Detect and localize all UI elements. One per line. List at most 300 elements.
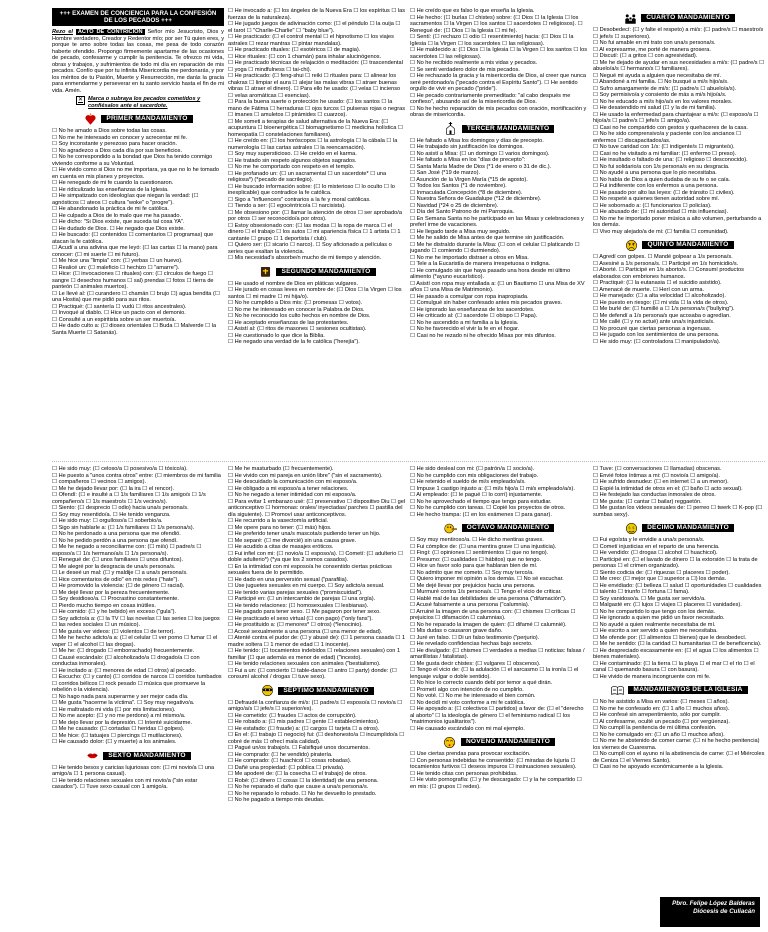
list-item[interactable]: ☐ He vivido de manera incongruente con mi fe. (593, 673, 711, 680)
list-item[interactable]: ☐ He sido muy: (☐ controladora ☐ manipulador/a). (593, 338, 721, 345)
list-item[interactable]: ☐ Me he hecho adicto/a a: (☐ el celular ☐ ver porno ☐ fumar ☐ el vaper ☐ el alcohol ☐ las drogas). (52, 635, 218, 648)
list-item[interactable]: ☐ He abusado de: (☐ mi autoridad ☐ mis influencias). (593, 209, 729, 215)
list-item[interactable]: ☐ Tiendo a ser: (☐ egocéntrico/a ☐ narcisista). (228, 203, 346, 209)
list-item[interactable]: ☐ Me defendí a 1/s persona/s que acosaba o agredían. (593, 312, 731, 319)
list-item[interactable]: ☐ Use ciertas prendas para provocar excitación. (410, 751, 531, 757)
list-item[interactable]: ☐ He dudado de Dios. ☐ He negado que Dios existe. (52, 225, 185, 232)
list-item[interactable]: ☐ Siento: (☐ desprecio ☐ odio) hacia una/s persona/s. (52, 505, 189, 511)
list-item[interactable]: ☐ He pasado por alto las leyes: (☐ de tránsito ☐ civiles). (593, 189, 735, 196)
list-item[interactable]: ☐ Sigo sin hablarle a: (☐ 1/s familiares ☐ 1/s persona/s). (52, 524, 195, 531)
list-item[interactable]: ☐ No he favorecido el vivir la fe en el hogar. (410, 326, 520, 332)
list-item[interactable]: ☐ Robé: (☐ dinero ☐ cosas ☐ la identidad) de una persona. (228, 777, 379, 784)
list-item[interactable]: ☐ Participé en: (☐ el lavado de dinero ☐ la extorsión ☐ la trata de personas ☐ el crimen organizado). (593, 556, 758, 569)
list-item[interactable]: ☐ He buscado: (☐ contenidos ☐ comentarios ☐ programas) que atacan la fe católica. (52, 232, 214, 245)
list-item[interactable]: ☐ No he pagado a tiempo mis deudas. (228, 797, 325, 803)
list-item[interactable]: ☐ No hice lo correcto cuando debí por temor a qué dirán. (410, 680, 553, 686)
list-item[interactable]: ☐ No he cumplido con mis obligaciones del trabajo. (410, 472, 539, 479)
list-item[interactable]: ☐ No tuve caridad con 1/s: (☐ indigente/s ☐ migrante/s). (593, 144, 735, 150)
list-item[interactable]: ☐ He dicho: "Si Dios existe, que suceda tal cosa YA". (52, 219, 185, 226)
list-item[interactable]: ☐ Impuse 1 castigo injusto a: (☐ mi/s hijo/a ☐ mi/s empleado/a/s). (410, 485, 575, 492)
list-item[interactable]: ☐ Soy muy mentiroso/a. ☐ He dicho mentiras graves. (410, 537, 544, 543)
list-item[interactable]: ☐ Se senti verdadero dolor de mis pecados. (410, 66, 520, 73)
list-item[interactable]: ☐ He comprado: (☐ huachicol ☐ cosas robadas). (228, 758, 352, 764)
list-item[interactable]: ☐ No cumplí con el ayuno ni la abstinencia de carne: (☐ el Miércoles de Ceniza ☐ el Viernes Santo). (593, 751, 765, 764)
list-item[interactable]: ☐ Fui cómplice de: (☐ una mentira grave ☐ una injusticia). (410, 543, 557, 550)
list-item[interactable]: ☐ Arruiné la imagen de una persona con: (☐ chismes ☐ críticas ☐ prejuicios ☐ difamación ☐ calumnias). (410, 608, 576, 621)
list-item[interactable]: ☐ He sufrido desnudez: (☐ en internet ☐ a un menor). (593, 479, 729, 485)
list-item[interactable]: ☐ He cuestionado lo que dice la Biblia. (228, 332, 325, 339)
list-item[interactable]: ☐ No he reparado la imagen de quien: (☐ difamé ☐ calumnié). (410, 621, 567, 628)
list-item[interactable]: ☐ Para evitar 1 embarazo usé: (☐ preservativo ☐ dispositivo Diu ☐ gel anticonceptivo ☐ hormonas: orales/ inyectadas/ parches ☐ pastilla del día siguiente). ☐ Promoví usar anticonceptivos. (228, 498, 406, 518)
list-item[interactable]: ☐ Ofendí: (☐ e insulté a ☐ 1/s familiares ☐ 1/s amigo/s ☐ 1/s compañero/s ☐ 1/s maestro/s ☐ 1/s vecino/s). (52, 492, 206, 505)
list-item[interactable]: ☐ Pierdo mucho tiempo en cosas inútiles. (52, 602, 156, 609)
list-item[interactable]: ☐ He desatendido mi salud (☐ y la de mi familia). (593, 105, 717, 111)
list-item[interactable]: ☐ Causé escándalo: (☐ alcoholizado/a ☐ drogado/a ☐ con conductas inmorales). (52, 654, 200, 667)
list-item[interactable]: ☐ Casi no he rezado ni he ofrecido Misas por mis difuntos. (410, 332, 556, 339)
list-item[interactable]: ☐ Me gusta ver videos: (☐ violentos ☐ de terror). (52, 628, 175, 635)
list-item[interactable]: ☐ Me apoderé de: (☐ la cosecha ☐ el trabajo) de otros. (228, 771, 367, 777)
list-item[interactable]: ☐ No respeté a quienes tienen autoridad sobre mí. (593, 196, 720, 202)
list-item[interactable]: ☐ Me dejé llevar por la pereza frecuentemente. (52, 589, 170, 596)
list-item[interactable]: ☐ Fingí: (☐ opiniones ☐ sentimientos ☐ que no tengo). (410, 550, 549, 556)
list-item[interactable]: ☐ No cumplí la penitencia de mi última confesión. (593, 725, 717, 731)
list-item[interactable]: ☐ Mis dudas o causaron grave daño. (410, 628, 503, 634)
column-4-top (593, 8, 765, 460)
list-item[interactable]: ☐ Para la buena suerte o protección he usado: (☐ los santos ☐ la mano de Fátima ☐ herraduras ☐ ojos turcos ☐ pulseras rojas o negras ☐ imanes ☐ amuletos ☐ pirámides ☐ cuarzos). (228, 99, 406, 118)
list-item[interactable]: ☐ Soy permisivo/a y consiento de más a mi/s hijo/a/s. (593, 92, 727, 98)
list-item[interactable]: ☐ No he educado a mi/s hijo/a/s en los valores morales. (593, 98, 733, 105)
list-item[interactable]: ☐ No procuré que ciertas personas a ingenuas. (593, 325, 712, 332)
list-item[interactable]: ☐ He cometido: (☐ fraudes ☐ actos de corrupción). (228, 712, 357, 719)
section-title: QUINTO MANDAMIENTO (642, 241, 733, 249)
list-item[interactable]: ☐ He practicado: (☐ feng-shui ☐ reiki ☐ rituales para: ☐ alinear los chakras ☐ limpiar el aura ☐ alejar las malas vibras ☐ atraer buenas vibras ☐ atraer el dinero). ☐ Para ello he usado: (☐ velas ☐ incienso ☐ velas aromáticas ☐ esencias). (228, 73, 401, 99)
list-item[interactable]: ☐ He llegado tarde a Misa muy seguido. (410, 228, 511, 235)
list-item[interactable]: ☐ Me he: (☐ drogado ☐ emborrachado) frecuentemente. (52, 648, 195, 654)
list-item[interactable]: ☐ Juré en falso. ☐ Di un falso testimonio ("perjurio). (410, 634, 540, 641)
list-item[interactable]: ☐ Navidad (*24 o 25 de diciembre). (410, 202, 499, 209)
list-item[interactable]: ☐ He tratado sin respeto algunos objetos sagrados. (228, 157, 357, 164)
list-item[interactable]: ☐ He practicado técnicas de relajación o meditación: (☐ trascendental ☐ yoga ☐ mindfulness ☐ tai-chi). (228, 60, 403, 73)
list-item[interactable]: ☐ He faltado a Misa en los "días de precepto": (410, 157, 526, 163)
list-item[interactable]: ☐ He festejado las conductas inmorales de otros. (593, 492, 716, 498)
list-item[interactable]: ☐ Renegué de: (☐ unos familiares ☐ unos difuntos). (52, 557, 184, 563)
list-item[interactable]: ☐ San José (*19 de marzo). (410, 170, 480, 176)
list-item[interactable]: ☐ Acusé falsamente a una persona ("calumnia). (410, 602, 530, 608)
list-item[interactable]: ☐ Me he causado: (☐ cortadas ☐ heridas ☐ golpes). (52, 726, 185, 732)
list-item[interactable]: ☐ He estafado: (☐ fraude) a: (☐ cargos ☐ tarjeta ☐ a otros). (228, 725, 380, 732)
list-item[interactable]: ☐ No me he importado distraer a otros en Misa. (410, 254, 529, 261)
list-item[interactable]: ☐ He culpado a Dios de lo malo que me ha pasado. (52, 212, 182, 219)
list-item[interactable]: ☐ He tenido varias parejas sexuales ("promiscuidad"). (228, 589, 363, 596)
list-item[interactable]: ☐ Con personas indebidas he consentido: (☐ miradas de lujuria ☐ tocamientos furtivos ☐ deseos impuros ☐ insinuaciones sexuales). (410, 757, 577, 770)
list-item[interactable]: ☐ Amenacé de muerte. ☐ Herí con un arma. (593, 286, 705, 293)
list-item[interactable]: ☐ Escucho: (☐ y canto) (☐ corridos de narcos ☐ corridos tumbados ☐ corridos bélicos ☐ rock pesado ☐ música que promueve la rebelión o la violencia). (52, 674, 222, 693)
list-item[interactable]: ☐ He ridiculizado las enseñanzas de la Iglesia. (52, 186, 169, 193)
list-item[interactable]: ☐ He negado una verdad de la fe católica ("herejía"). (228, 339, 360, 345)
list-item[interactable]: ☐ No ayudé a quien realmente necesitaba de mí. (593, 621, 716, 628)
section-title: TERCER MANDAMIENTO (462, 125, 555, 133)
list-item[interactable]: ☐ Consulté a un espiritista sobre un ser muerto/a. (52, 316, 177, 323)
list-item[interactable]: ☐ He comulgado sin que haya pasado una hora desde mi último alimento (*ayuno eucarístico). (410, 267, 571, 280)
list-item[interactable]: ☐ Envié fotos íntimas a mi: (☐ novio/a ☐ amigo/a). (593, 472, 720, 479)
list-item[interactable]: ☐ No he amado a Dios sobre todas las cosas. (52, 128, 167, 135)
section-header-6 (52, 749, 224, 763)
list-item[interactable]: ☐ Me obsesiono por: (☐ llamar la atención de otros ☐ ser aprobado/a por otros ☐ ser reconocido/a por otros). (228, 209, 402, 222)
list-item[interactable]: ☐ Fui egoísta y le envidie a una/s persona/s. (593, 537, 705, 543)
list-item[interactable]: ☐ Me he masturbado (☐ frecuentemente). (228, 466, 334, 472)
list-item[interactable]: ☐ He aceptado enseñanzas de las protestantes. (228, 319, 349, 326)
list-item[interactable]: ☐ He tenido: (☐ tocamientos indebidos ☐ relaciones sexuales) con 1 familiar (☐ que además es menor de edad) ("incesto). (228, 648, 401, 661)
list-item[interactable]: ☐ He hecho trampa: (☐ en los exámenes ☐ para ganar). (410, 511, 552, 518)
list-col1-top (52, 128, 224, 336)
list-item[interactable]: ☐ Soy inconstante y perezoso para hacer oración. (52, 141, 178, 148)
list-item[interactable]: ☐ He practicado el sexo virtual (☐ con pago) ("only fans"). (228, 615, 373, 622)
list-item[interactable]: ☐ Abandoné a mi familia. ☐ No busqué a mi/s hijo/a/s. (593, 79, 729, 85)
list-item[interactable]: ☐ Espié la intimidad de otros en el: (☐ baño ☐ acto sexual). (593, 485, 743, 492)
prayer-heading-left: Rezo el (52, 29, 73, 36)
column-3-bottom (410, 466, 588, 926)
list-item[interactable]: ☐ He confesé sin arrepentimiento, sólo por cumplir. (593, 712, 721, 718)
list-item[interactable]: ☐ No he reparado el daño que cause a una/s persona/s. (228, 784, 369, 790)
list-item[interactable]: ☐ He obligado a mi esposo/a a tener relaciones. (228, 485, 349, 492)
list-item[interactable]: ☐ Me opere para no tener: (☐ más) hijos. (228, 524, 332, 531)
list-item[interactable]: ☐ Me someti a terapias de salud alternativa de la Nueva Era: (☐ acupuntura ☐ bioenergética ☐ biomagnetismo ☐ medicina holística ☐ homeopatía ☐ constelaciones familiares). (228, 118, 403, 138)
list-item[interactable]: ☐ No fui amable en mi trato con una/s persona/s. (593, 40, 716, 46)
list-item[interactable]: ☐ He promovido la violencia: (☐ de género ☐ racial). (52, 583, 185, 589)
list-item[interactable]: ☐ Fui infiel con mi: (☐ novio/a ☐ esposo/a). ☐ Cometí: (☐ adulterio ☐ doble adulterio*) (*ya que los 2 somos casados). (228, 550, 403, 563)
list-item[interactable]: ☐ He causado escándalo con mi mal ejemplo. (410, 725, 525, 732)
list-item[interactable]: ☐ He sido muy: (☐ celoso/a ☐ posesivo/a ☐ tóxico/a). (52, 466, 188, 472)
list-item[interactable]: ☐ He maldecido a: (☐ Dios ☐ la Iglesia ☐ la Virgen ☐ los santos ☐ los sacerdotes ☐ las religiosas). (410, 47, 588, 60)
list-item[interactable]: ☐ Soy vanidoso/a. ☐ Me gusta ser servido/a. (593, 595, 706, 602)
list-item[interactable]: ☐ He simpatizado con ideologías que niegan la verdad: (☐ agnósticos ☐ ateos ☐ cultura "woke" o "progre"). (52, 193, 199, 206)
list-item[interactable]: ☐ Hice: (☐ invocaciones ☐ rituales) con: (☐ círculos de fuego ☐ sangre ☐ desechos humanos ☐ sal) prendas ☐ fotos ☐ tierra de panteón ☐ animales muertos). (52, 271, 214, 291)
list-item[interactable]: ☐ He incitado a: (☐ menores de edad ☐ otros) al pecado. (52, 667, 197, 674)
list-item[interactable]: ☐ He comprado: (☐ he vendido) piratería. (228, 751, 333, 758)
list-item[interactable]: ☐ He tenido citas con personas prohibidas. (410, 770, 518, 777)
prayer-body: Señor mío Jesucristo, Dios y Hombre verdadero, Creador y Redentor mío; por ser Tú quien eres, y porque te amo sobre todas las cosas, me pesa de todo corazón haberte ofendido. Propongo firmemente apartarme de las ocasiones de pecado, confesarme y cumplir la penitencia. Te ofrezco mi vida, obras y trabajos, y sufrimientos de todo mi día en reparación de mis pecados. Confío que por tu infinita Misericordia me perdonarás, y por los méritos de tu Pasión, Muerte y Resurrección, me darás la gracia para enmendarme y perseverar en tu santo servicio hasta el fin de mi vida. Amén. (52, 29, 224, 94)
list-item[interactable]: ☐ He sobornado a: (☐ funcionarios ☐ policías). (593, 202, 712, 209)
list-item[interactable]: ☐ Cometí injusticias en el reparto de una herencia. (593, 543, 720, 550)
list-item[interactable]: ☐ Casi no he compartido con gestos y quehaceres de la casa. (593, 124, 748, 131)
list-item[interactable]: ☐ Desobedecí: (☐ y falte el respeto) a mi/s: (☐ padre/s ☐ maestro/s ☐ jefe/s ☐ superiores). (593, 27, 764, 40)
list-item[interactable]: ☐ No me acepto: (☐ y no me perdono) a mí mismo/a. (52, 713, 186, 719)
list-item[interactable]: ☐ Me gusta decir chistes: (☐ vulgares ☐ obscenos). (410, 660, 541, 667)
list-item[interactable]: ☐ No me he abstenido de comer carne: (☐ ni he hecho penitencia) los viernes de Cuaresma. (593, 738, 760, 751)
list-item[interactable]: ☐ Tengo el vicio de: (☐ la adulación ☐ el sarcasmo ☐ la ironía ☐ el lenguaje vulgar o doble sentido). (410, 667, 579, 680)
list-item[interactable]: ☐ He robado a: (☐ mis padres ☐ gente ☐ establecimientos). (228, 719, 380, 725)
list-item[interactable]: ☐ Inmaculada Concepción (*8 de diciembre). (410, 189, 523, 196)
list-item[interactable]: ☐ No ayudé a una persona que lo pio necesitaba. (593, 170, 717, 176)
list-item[interactable]: ☐ No asistí a Misa: (☐ un domingo ☐ varios domingos). (410, 150, 550, 157)
list-item[interactable]: ☐ Casi no he visitado a mi familiar: (☐ enfermo ☐ preso). (593, 150, 737, 157)
list-item[interactable]: ☐ He ignorado las enseñanzas de los sacerdotes. (410, 306, 535, 313)
list-item[interactable]: ☐ Asistí al: (☐ ritos de masones ☐ sesiones ocultistas). (228, 326, 367, 332)
list-item[interactable]: ☐ He practicado rituales: (☐ esotéricos ☐ de magia). (228, 47, 361, 53)
list-item[interactable]: ☐ Al confesarme, oculté un pecado (☐ por vergüenza). (593, 718, 730, 725)
list-item[interactable]: ☐ Prometí algo con intención de no cumplirlo. (410, 686, 524, 693)
list-item[interactable]: ☐ Me burlé de: (☐ humillé a ☐ 1/s persona/s ("bullying"). (593, 306, 735, 312)
list-item[interactable]: ☐ Aborté. ☐ Participé en 1/s aborto/s. ☐ Consumí productos elaborados con embriones humanos. (593, 267, 744, 280)
list-item[interactable]: ☐ Asunción de la Virgen María (*15 de agosto). (410, 176, 528, 183)
list-item[interactable]: ☐ No he aprovechado el tiempo que tengo para estudiar. (410, 498, 552, 505)
list-item[interactable]: ☐ He envidiado: (☐ belleza ☐ salud ☐ oportunidades ☐ cualidades ☐ talento ☐ triunfo ☐ fortuna ☐ fama). (593, 582, 762, 595)
list-item[interactable]: ☐ Quiero ser: (☐ sicario ☐ narco). ☐ Soy aficionado a películas o series que exaltan la violencia. (228, 242, 392, 255)
list-item[interactable]: ☐ En el: (☐ trabajo ☐ negocio) fui: (☐ deshonesto/a ☐ incumplido/a ☐ cobré de más ☐ ofrecí mala calidad). (228, 732, 405, 745)
section-header-5 (593, 238, 765, 252)
list-item[interactable]: ☐ Me separé: (☐ me divorcié) sin una causa grave. (228, 537, 357, 544)
list-item[interactable]: ☐ He usado la enfermedad para chantajear a mi/s: (☐ esposo/a ☐ hijo/a/s ☐ padre/s ☐ jefe/s ☐ amigo/a). (593, 111, 759, 124)
list-item[interactable]: ☐ He dado en una perversión sexual ("parafilia). (228, 576, 349, 583)
list-item[interactable]: ☐ No he reconocido los culto hechos en nombre de Dios. (228, 313, 371, 319)
list-item[interactable]: ☐ He trabajado sin justificación los domingos. (410, 144, 524, 150)
list-item[interactable]: ☐ Comulgué sin haber confesado antes mis pecados graves. (410, 300, 563, 306)
list-item[interactable]: ☐ He pagado para tener sexo. ☐ Me pagaron por tener sexo. (228, 609, 381, 615)
list-item[interactable]: ☐ He tenido relaciones: (☐ homosexuales ☐ lesbianas). (228, 602, 369, 609)
list-item[interactable]: ☐ No agradezco a Dios cada día por sus beneficios. (52, 147, 183, 154)
list-item[interactable]: ☐ Pagué un/os trabajo/s. ☐ Falsifiqué unos documentos. (228, 745, 370, 751)
list-item[interactable]: ☐ Atenté contra el pudor de: (☐ y abusé de): (☐ 1 persona casada ☐ 1 madre soltera ☐ 1 menor de edad ☐ 1 inocente). (228, 635, 406, 648)
section-title: NOVENO MANDAMIENTO (461, 738, 555, 746)
section-title: SÉPTIMO MANDAMIENTO (278, 687, 373, 695)
list-item[interactable]: ☐ He despreciado escasamente en: (☐ el agua ☐ los alimentos ☐ bienes materiales). (593, 647, 759, 660)
list-item[interactable]: ☐ He preferido tener una/s mascota/s pudiendo tener un hijo. (228, 531, 381, 537)
list-item[interactable]: ☐ Soy desidioso/a. ☐ Procrastino constantemente. (52, 596, 179, 602)
list-item[interactable]: ☐ He revelado confidencias hechas bajo secreto. (410, 641, 533, 647)
list-item[interactable]: ☐ He tenido relaciones sexuales con animales ("bestialismo). (228, 661, 381, 667)
list-item[interactable]: ☐ No he pedido perdón a una persona que ofendí. (52, 537, 178, 544)
list-item[interactable]: ☐ No me he interesado en conocer y acrecentar mi fe. (52, 134, 188, 141)
instruction-text: Marca o subraya los pecados cometidos y confiésalos ante el sacerdote. (88, 96, 201, 109)
list-item[interactable]: ☐ He faltado a Misa los domingos y días de precepto. (410, 137, 544, 144)
list-item[interactable]: ☐ He tenido relaciones sexuales con mi novio/a ("sin estar casados"). ☐ Tuve sexo casual con 1 amigo/a. (52, 777, 198, 790)
list-item[interactable]: ☐ He practicado: (☐ el control mental ☐ el hipnotismo ☐ los viajes astrales ☐ rezar mantras ☐ pintar mandalas). (228, 34, 394, 47)
list-item[interactable]: ☐ He jurado en cosas leves en nombre de: (☐ Dios ☐ la Virgen ☐ los santos ☐ mi madre ☐ mi hija/o). (228, 287, 402, 300)
section-title: SEXTO MANDAMIENTO (103, 752, 191, 760)
list-item[interactable]: ☐ Me gustan los videos sexuales de: ☐ perreo ☐ twerk ☐ K-pop (☐ sumbas sexy). (593, 505, 763, 518)
list-item[interactable]: ☐ He prostituido a: (☐ menores* ☐ otros) (*lenocinio). (228, 622, 363, 628)
list-item[interactable]: ☐ Me callé (☐ y no actué) ante una/s injusticia/s. (593, 319, 715, 325)
list-item[interactable]: ☐ Murmuré contra 1/s persona/s. ☐ Tengo el vicio de criticar. (410, 589, 562, 595)
list-item[interactable]: ☐ Soy muy supersticioso. ☐ He creído en el karma. (228, 151, 357, 157)
list-item[interactable]: ☐ Soy adicto/a a: (☐ la TV ☐ las novelas ☐ las series ☐ los juegos ☐ las redes sociales ☐ un músico). (52, 615, 220, 628)
list-item[interactable]: ☐ He descuidado la comunicación con mi esposo/a. (228, 479, 358, 485)
bible-icon (258, 265, 272, 279)
list-item[interactable]: ☐ He manejado: (☐ a alta velocidad ☐ alcoholizado). (593, 293, 726, 299)
list-item[interactable]: ☐ He criticado al: (☐ sacerdote ☐ obispo ☐ Papa). (410, 313, 538, 319)
list-item[interactable]: ☐ No me he confesado en: (☐ 1 año ☐ muchos años). (593, 705, 730, 712)
list-item[interactable]: ☐ Tele a la Eucaristía de manera irrespetuosa o indigna. (410, 261, 551, 267)
list-item[interactable]: ☐ Santa María Madre de Dios (*1 de enero o 31 de dic.). (410, 163, 552, 170)
list-item[interactable]: ☐ Defraudé la confianza de mi/s: (☐ padre/s ☐ esposo/a ☐ novio/a ☐ amigo/a/s ☐ jefe/s ☐ superior/es). (228, 699, 403, 712)
list-item[interactable]: ☐ Me he distraído durante la Misa: (☐ con el celular ☐ platicando ☐ jugando ☐ comiendo ☐ durmiendo). (410, 241, 580, 254)
list-item[interactable]: ☐ Me he salido de Misa antes de que termine sin justificación. (410, 235, 565, 241)
list-item[interactable]: ☐ Me creo: (☐ mejor que ☐ superior a ☐) los demás. (593, 576, 727, 582)
list-item[interactable]: ☐ No decidí mi voto conforme a mi fe católica. (410, 699, 526, 706)
list-item[interactable]: ☐ Casi no he apoyado económicamente a la Iglesia. (593, 764, 724, 770)
list-item[interactable]: ☐ Hice comentarios de odio" en mis redes ("hate"). (52, 576, 179, 583)
list-item[interactable]: ☐ No hago nada para superarme y ser mejor cada día. (52, 693, 189, 700)
list-item[interactable]: ☐ He comido: (☐ y he bebido) en exceso ("gula"). (52, 609, 177, 615)
list-item[interactable]: ☐ He sido desleal con mi: (☐ patrón/a ☐ socio/a). (410, 466, 535, 472)
list-item[interactable]: ☐ Mis necesidad's absorbe/n mucho de mi tiempo y atención. (228, 255, 382, 261)
list-item[interactable]: ☐ Me ofende por: (☐ alimentos ☐ bienes) que le desobedecí. (593, 634, 747, 641)
list-item[interactable]: ☐ No admito que me cometo. ☐ Soy muy terco/a. (410, 569, 534, 576)
list-item[interactable]: ☐ En la intimidad con mi esposo/a he consentido ciertas prácticas sexuales fuera de lo permitido. (228, 563, 392, 576)
list-item[interactable]: ☐ No he perdonado a una persona que me ofendió. (52, 531, 181, 537)
list-item[interactable]: ☐ He recurrido a la vasectomía artificial. (228, 518, 329, 524)
list-item[interactable]: ☐ He puesto en riesgo: (☐ mi vida ☐ la vida de otros). (593, 299, 729, 306)
list-item[interactable]: ☐ Me dejé llevar por prejuicios hacia una persona. (410, 582, 536, 589)
list-item[interactable]: ☐ No he cumplido a Dios mis: (☐ promesas ☐ votos). (228, 300, 363, 306)
list-item[interactable]: ☐ Al expresarme, me porté de manera grosera. (593, 46, 711, 53)
list-item[interactable]: ☐ He buscado información sobre: (☐ lo misterioso ☐ lo oculto ☐ lo inexplicable) que contradice la fe católica. (228, 183, 395, 196)
list-item[interactable]: ☐ He hecho: (☐ burlas ☐ chistes) sobre: (☐ Dios ☐ la Iglesia ☐ los sacramentos ☐ la Virgen ☐ los santos ☐ sacerdotes ☐ religiosos). ☐ Renegué de: (☐ Dios ☐ la Iglesia ☐ mi fe). (410, 14, 583, 34)
list-item[interactable]: ☐ Invoqué al diablo. ☐ Hice un pacto con el demonio. (52, 310, 186, 317)
list-item[interactable]: ☐ No he reparado lo robado. ☐ No he devuelto lo prestado. (228, 790, 377, 797)
section-header-8 (410, 521, 588, 535)
list-item[interactable]: ☐ He contaminado: (☐ la tierra ☐ la playa ☐ el mar ☐ el río ☐ el canal ☐ quemando basura ☐ con basura). (593, 660, 755, 673)
list-item[interactable]: ☐ Le llevé al: (☐ curandero ☐ chamán ☐ brujo ☐) agua bendita (☐ una Hostia) que me pidió para sus ritos. (52, 290, 220, 304)
list-item[interactable]: ☐ No he recibido realmente a mis vidas y pecados. (410, 60, 538, 66)
list-item[interactable]: ☐ He escrito a ser servido a quien me necesitaba. (593, 628, 718, 634)
list-item[interactable]: ☐ Día del Santo Patrono de mi Parroquia. (410, 209, 515, 215)
list-item[interactable]: ☐ Practiqué: (☐ santería ☐ vudú ☐ ritos ancestrales). (52, 303, 187, 310)
list-item[interactable]: ☐ Fui indiferente con los enfermos a una persona. (593, 183, 719, 189)
list-item[interactable]: ☐ He pecado contrariamente premeditado: "al cabo después me confieso", abusando así de la misericordia de Dios. (410, 92, 571, 105)
list-item[interactable]: ☐ No me he interesado en conocer la Palabra de Dios. (228, 306, 365, 313)
list-item[interactable]: ☐ Me hice: (☐ tatuajes ☐ piercings ☐ mutilaciones). (52, 732, 183, 739)
list-item[interactable]: ☐ Vivo muy alejado/a de mi: (☐ familia ☐ comunidad). (593, 228, 729, 235)
kiss-face-icon (443, 735, 457, 749)
list-item[interactable]: ☐ He tenido besos y caricias lujuriosas con: (☐ mi novio/a ☐ una amigo/a ☐ 1 persona casual). (52, 764, 215, 777)
list-item[interactable]: ☐ Realicé un: (☐ maleficio ☐ hechizo ☐ "amarre"). (52, 264, 180, 271)
list-item[interactable]: ☐ He maltratado mi vida (☐ por mis limitaciones). (52, 706, 176, 713)
list-item[interactable]: ☐ Acosé sexualmente a una persona (☐ una menor de edad). (228, 628, 383, 635)
column-4-bottom (593, 466, 765, 926)
list-item[interactable]: ☐ Practiqué: (☐ la eutanasia ☐ el suicidio asistido). (593, 280, 722, 286)
list-item[interactable]: ☐ Agredí con golpes. ☐ Mandé golpear a 1/s persona/s. (593, 254, 733, 260)
prayer-heading: ACTO DE CONTRICIÓN (77, 29, 143, 36)
list-item[interactable]: ☐ Sufro amargamente de mi/s: (☐ padre/s ☐ abuelo/a/s). (593, 85, 737, 92)
list-item[interactable]: ☐ He vivido con mi pareja en unión libre" ("sin el sacramento). (228, 472, 383, 479)
column-1-bottom (52, 466, 224, 926)
svg-text:$: $ (627, 524, 631, 530)
list-item[interactable]: ☐ Acudí a una adivina que me leyó: (☐ las cartas ☐ la mano) para conocer: (☐ mi suerte ☐ mi futuro). (52, 245, 218, 258)
list-item[interactable]: ☐ Todos los Santos (*1 de noviembre). (410, 183, 507, 189)
list-item[interactable]: ☐ Malgasté en: (☐ lujos ☐ viajes ☐ placeres ☐ vanidades). (593, 602, 742, 608)
list-item[interactable]: ☐ No he negado a tener intimidad con mi esposo/a. (228, 492, 357, 498)
list-item[interactable]: ☐ He puesto a "unos contra otros" entre: (☐ miembros de mi familia ☐ compañeros ☐ vecinos ☐ amigos). (52, 472, 221, 485)
list-item[interactable]: ☐ He dado culto a: (☐ dioses orientales ☐ Buda ☐ Malverde ☐ la Santa Muerte ☐ Satanás). (52, 323, 217, 336)
list-item[interactable]: ☐ He acudido a citas de masajes eróticos. (228, 544, 334, 550)
list-item[interactable]: ☐ He usado el nombre de Dios en pláticas vulgares. (228, 280, 359, 287)
list-item[interactable]: ☐ No fui solidario/a con 1/s persona/s en su desgracia. (593, 163, 730, 170)
list-item[interactable]: ☐ He insultado o faltado de una: (☐ religioso ☐ desconocido). (593, 157, 748, 163)
list-item[interactable]: ☐ No he compartido lo que tengo con los demás. (593, 608, 716, 615)
list-item[interactable]: ☐ No me he comportado con respeto en el templo. (228, 164, 355, 170)
column-1-top (52, 8, 224, 460)
list-item[interactable]: ☐ He invocado a: (☐ los ángeles de la Nueva Era ☐ los espíritus ☐ las fuerzas de la naturaleza). (228, 8, 406, 21)
list-item[interactable]: ☐ He causado dolor: (☐ y muerte) a los animales. (52, 739, 177, 745)
list-item[interactable]: ☐ Sentí: (☐ rechazo ☐ odio ☐ resentimiento) hacia: (☐ Dios ☐ la Iglesia ☐ la Virgen ☐ los sacerdotes ☐ las religiosas). (410, 34, 574, 47)
list-item[interactable]: ☐ Me gusta: (☐ cantar ☐ bailar) reggaetón. (593, 498, 702, 505)
list-item[interactable]: ☐ Al empleado: (☐ le pagué ☐ lo corrí) injustamente. (410, 492, 543, 498)
author-diocese: Diócesis de Culiacán (693, 908, 755, 915)
list-item[interactable]: ☐ Hice un favor solo para que hablaran bien de mí. (410, 563, 538, 569)
list-item[interactable]: ☐ No voté. ☐ No me he interesado el bien común. (410, 693, 536, 699)
list-item[interactable]: ☐ Fui a un: (☐ concierto ☐ table-dance ☐ antro ☐ party) donde: (☐ consumí alcohol / drogas ☐ tuve sexo). (228, 667, 397, 680)
list-item[interactable]: ☐ Use juguetes sexuales en mi cuerpo. ☐ Soy adicto/a sexual. (228, 583, 385, 589)
list-item[interactable]: ☐ Me hice una "limpia" con: (☐ yerbas ☐ un huevo). (52, 258, 183, 265)
list-item[interactable]: ☐ Asesiné a 1/s persona/s. ☐ Participé en 1/s homicidio/s. (593, 260, 739, 267)
list-item[interactable]: ☐ No he correspondido a la bondad que Dios ha tenido conmigo viviendo conforme a su Voluntad. (52, 154, 213, 167)
list-item[interactable]: ☐ Me gusta "hacerme la víctima". ☐ Soy muy negativo/a. (52, 700, 195, 706)
list-item[interactable]: ☐ He ignorado a quien me pidió un favor necesitado. (593, 615, 725, 621)
list-item[interactable]: ☐ Me he dejado llevar por: (☐ la ira ☐ el rencor). (52, 485, 174, 492)
list-item[interactable]: ☐ Soy muy resentido/a. ☐ He tenido venganza. (52, 511, 171, 518)
list-item[interactable]: ☐ Quiero imponer mi opinión a los demás. ☐ No sé escuchar. (410, 576, 564, 582)
list-item[interactable]: ☐ No he sido comprensivo/a y paciente con los ancianos ☐ enfermos ☐ discapacitados/as. (593, 131, 742, 144)
list-item[interactable]: ☐ No he asistido a Misa en varios: (☐ meses ☐ años). (593, 699, 729, 705)
list-item[interactable]: ☐ Me he negado a reconciliarme con: (☐ mi/s) ☐ padre/s ☐ esposo/a ☐ 1/s hermano/a/s ☐ 1/s persona/s). (52, 544, 202, 557)
list-item[interactable]: ☐ He creído en: (☐ los horóscopos ☐ la astrología ☐ la cábala ☐ la numerología ☐ las cartas astrales ☐ la reencarnación). (228, 138, 398, 151)
list-item[interactable]: ☐ Asistí con ropa muy entallada a: (☐ un Bautismo ☐ una Misa de XV años ☐ una Misa de Matrimonio). (410, 280, 585, 293)
list-item[interactable]: ☐ Me dejo llevar por la depresión. ☐ Intenté suicidarme. (52, 719, 192, 726)
list-item[interactable]: ☐ He divulgado: (☐ chismes ☐ verdades a medias ☐ noticias: falsas / amarillistas / fatalistas). (410, 647, 585, 660)
list-item[interactable]: ☐ En Semana Santa no he participado en las Misas y celebraciones y preferí irme de vacaciones. (410, 215, 584, 228)
list-item[interactable]: ☐ No me he importado poner música a alto volumen, perturbando a los demás. (593, 215, 762, 228)
list-item[interactable]: ☐ Participé en: (☐ un intercambio de parejas ☐ una orgía). (228, 596, 376, 602)
list-item[interactable]: ☐ Tuve: (☐ conversaciones ☐ llamadas) obscenas. (593, 466, 722, 472)
list-item[interactable]: ☐ Discutí: (☐ a gritos ☐ con agresividad). (593, 53, 698, 59)
list-item[interactable]: ☐ Me alegré por la desgracia de una/s persona/s. (52, 563, 176, 570)
list-item[interactable]: ☐ He renegado de mi fe cuando la cuestionaron. (52, 180, 174, 187)
list-item[interactable]: ☐ Negué mi ayuda a alguien que necesitaba de mí. (593, 72, 722, 79)
list-item[interactable]: ☐ No había de Dios a quien dudaba de su fe o se caía. (593, 176, 731, 183)
list-item[interactable]: ☐ No he comulgado en: (☐ un año ☐ muchos años). (593, 731, 725, 738)
list-item[interactable]: ☐ Siento codicia de: (☐ riquezas ☐ placeres ☐ poder). (593, 569, 730, 576)
list-item[interactable]: ☐ He vendido: (☐ drogas ☐ alcohol ☐ huachicol). (593, 550, 718, 556)
list-item[interactable]: ☐ He abandonado la práctica de mi fe católica. (52, 206, 169, 213)
list-item[interactable]: ☐ He vivido como si Dios no me importara, ya que no lo he tomado en cuenta en mis planes y proyectos. (52, 167, 220, 180)
list-item[interactable]: ☐ Dañé una propiedad: (☐ pública ☐ privada). (228, 764, 345, 771)
list-item[interactable]: ☐ Sigo a "influencers" contrarios a la fe y moral católicas. (228, 196, 371, 203)
list-item[interactable]: ☐ He creído que es falso lo que enseña la Iglesia. (410, 8, 535, 14)
list-item[interactable]: ☐ Hablé mal de las debilidades de una persona ("difamación"). (410, 595, 567, 602)
list-item[interactable]: ☐ No he hecho reparación de mis pecados con oración, mortificación y obras de misericordia. (410, 105, 587, 118)
list-item[interactable]: ☐ Nuestra Señora de Guadalupe (*12 de diciembre). (410, 196, 542, 202)
list-item[interactable]: ☐ He rechazado la gracia y la misericordia de Dios, al creer que nunca seré perdonado/a ("pecado contra el Espíritu Santo"). ☐ He sentido orgullo de vivir en pecado ("pride"). (410, 73, 587, 92)
list-item[interactable]: ☐ No he ascendido a mi familia a la Iglesia. (410, 319, 519, 326)
list-item[interactable]: ☐ He retenido el sueldo de mi/s empleado/a/s. (410, 479, 526, 485)
list-item[interactable]: ☐ He sido muy: ☐ orgulloso/a ☐ soberbio/a. (52, 518, 163, 524)
section-header-1 (52, 112, 224, 126)
list-item[interactable]: ☐ Le deseé un mal: (☐ y maldije ☐ a una/s persona/s. (52, 570, 188, 576)
list-item[interactable]: ☐ He visto pornografía: (☐ y he descargado: ☐ y la he compartido ☐ en mis: (☐ grupos ☐ redes). (410, 777, 582, 790)
list-item[interactable]: ☐ He pasado a comulgar con ropa inapropiada. (410, 293, 529, 300)
list-item[interactable]: ☐ He jugado con los sentimientos de una persona. (593, 332, 720, 338)
list-item[interactable]: ☐ He jugado juegos de adivinación como: (☐ el péndulo ☐ la ouija ☐ el tarot ☐ "Charlie-Charlie" ☐ "baby blue"). (228, 21, 401, 34)
list-item[interactable]: ☐ Estoy obsesionado con: (☐ las modas ☐ la ropa de marca ☐ el dinero ☐ el trabajo ☐ los autos ☐ mi apariencia física ☐ 1 artista ☐ 1 cantante ☐ grupo ☐ 1 deportista / club). (228, 222, 401, 242)
list-item[interactable]: ☐ He apoyado a: (☐ colectivos ☐ partidos) a favor de: (☐ el "derecho al aborto" ☐ la ideología de género ☐ el feminismo radical ☐ los "matrimonios igualitarios"). (410, 706, 584, 725)
list-item[interactable]: ☐ Presumo: (☐ cualidades ☐ hábitos) que no tengo. (410, 556, 542, 563)
list-item[interactable]: ☐ Me he sentido: (☐ la caridad ☐ humanitarias ☐ de beneficencia). (593, 641, 762, 647)
list-item[interactable]: ☐ Me he dejado de ayudar en sus necesidades a mi/s: (☐ padre/s ☐ abuelo/a/s ☐ hermano/s ☐ familiares). (593, 59, 765, 72)
list-item[interactable]: ☐ No he cumplido con tareas. ☐ Copié los proyectos de otros. (410, 505, 566, 511)
list-item[interactable]: ☐ He profanado un: (☐ un sacramental ☐ un sacerdote* ☐ una religiosa*) (*pecado de sacrilegio). (228, 170, 387, 183)
list-item[interactable]: ☐ Hice rituales: (☐ con 1 chamán) para inhalar alucinógenos. (228, 53, 382, 60)
